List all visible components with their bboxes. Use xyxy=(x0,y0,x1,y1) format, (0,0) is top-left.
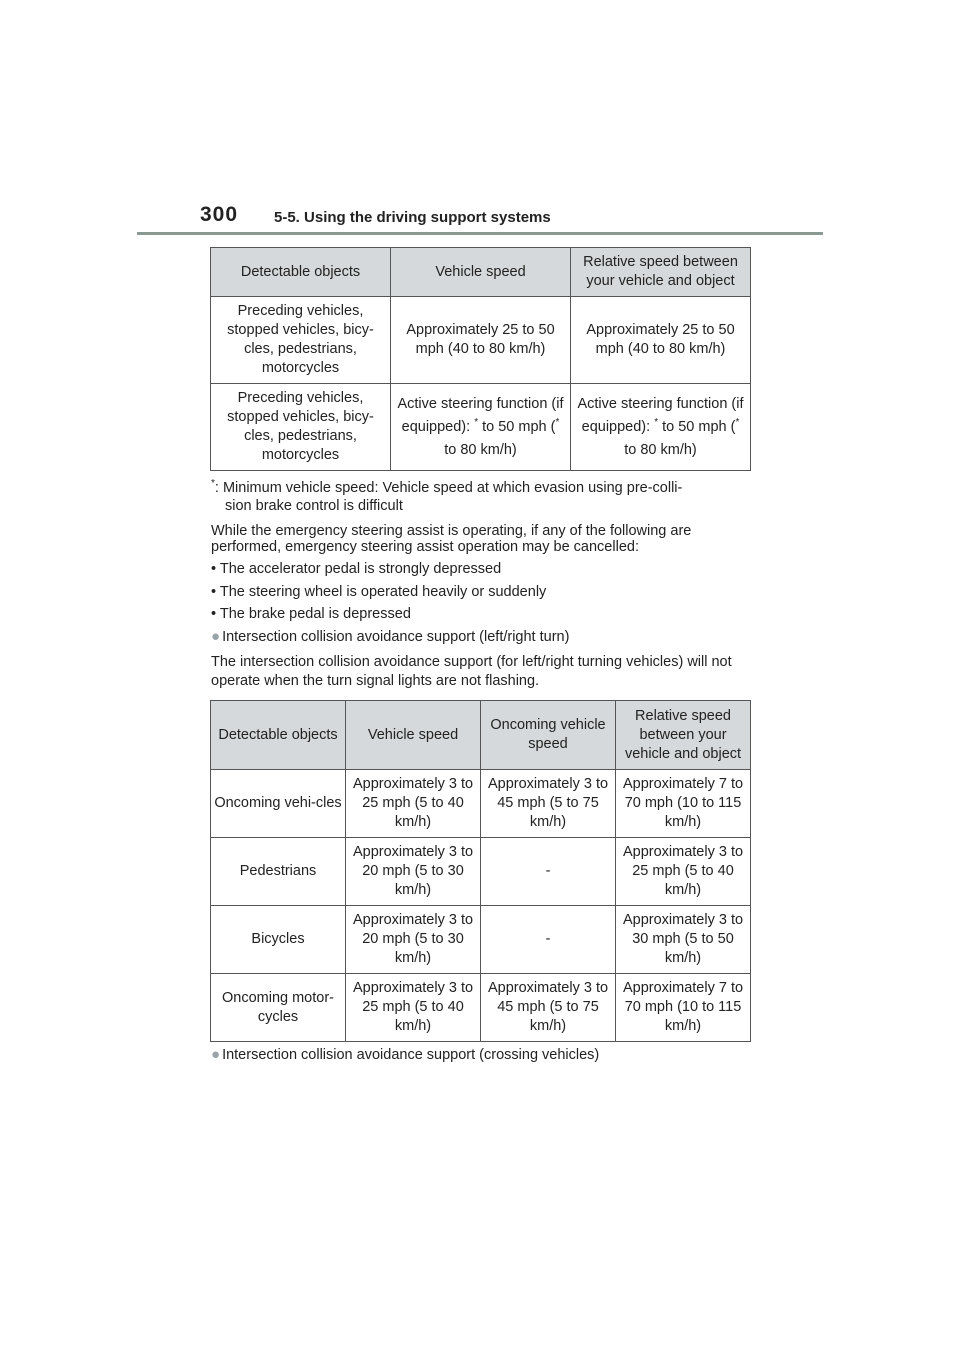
table-cell: - xyxy=(481,838,616,906)
asterisk-mark: * xyxy=(474,416,479,428)
cell-text: Active steering function (if equipped): xyxy=(577,395,744,435)
asterisk-mark: * xyxy=(654,416,659,428)
table-header-row xyxy=(211,248,751,297)
table-cell: Approximately 3 to 45 mph (5 to 75 km/h) xyxy=(481,974,616,1042)
table-cell: Preceding vehicles, stopped vehicles, bicy-cles, pedestrians, motorcycles xyxy=(211,384,391,471)
asterisk-mark: * xyxy=(555,416,560,428)
table-cell: Oncoming motor-cycles xyxy=(211,974,346,1042)
table-cell: Approximately 3 to 25 mph (5 to 40 km/h) xyxy=(616,838,751,906)
table-row xyxy=(211,770,751,838)
table-cell: Approximately 3 to 20 mph (5 to 30 km/h) xyxy=(346,838,481,906)
table-cell: Approximately 7 to 70 mph (10 to 115 km/h) xyxy=(616,974,751,1042)
table-cell: Approximately 3 to 25 mph (5 to 40 km/h) xyxy=(346,974,481,1042)
table-cell: Approximately 25 to 50 mph (40 to 80 km/h) xyxy=(391,297,571,384)
table-cell: Preceding vehicles, stopped vehicles, bicy-cles, pedestrians, motorcycles xyxy=(211,297,391,384)
table-row xyxy=(211,384,751,471)
cell-text: to 50 mph ( xyxy=(658,418,736,435)
table-cell: Approximately 3 to 30 mph (5 to 50 km/h) xyxy=(616,906,751,974)
table-row xyxy=(211,297,751,384)
table-row xyxy=(211,906,751,974)
table-cell: Bicycles xyxy=(211,906,346,974)
circle-item-text: Intersection collision avoidance support (crossing vehicles) xyxy=(222,1047,600,1063)
table-header-row xyxy=(211,701,751,770)
cell-text: Active steering function (if equipped): xyxy=(397,395,564,435)
table-cell: Approximately 7 to 70 mph (10 to 115 km/h) xyxy=(616,770,751,838)
page-number: 300 xyxy=(200,203,239,226)
table-cell: Approximately 3 to 45 mph (5 to 75 km/h) xyxy=(481,770,616,838)
circle-bullet-icon: ● xyxy=(211,628,221,645)
column-header: Detectable objects xyxy=(211,248,391,297)
bullet-item: • The steering wheel is operated heavily or suddenly xyxy=(211,584,547,600)
circle-item-text: Intersection collision avoidance support (left/right turn) xyxy=(222,629,570,645)
column-header: Detectable objects xyxy=(211,701,346,770)
cell-text: to 50 mph ( xyxy=(478,418,556,435)
asterisk-mark: * xyxy=(735,416,740,428)
bullet-item: • The brake pedal is depressed xyxy=(211,606,411,622)
circle-list-item xyxy=(211,1046,599,1063)
column-header: Vehicle speed xyxy=(346,701,481,770)
table-row xyxy=(211,838,751,906)
column-header: Vehicle speed xyxy=(391,248,571,297)
table-cell: Approximately 3 to 20 mph (5 to 30 km/h) xyxy=(346,906,481,974)
column-header: Relative speed between your vehicle and object xyxy=(616,701,751,770)
circle-bullet-icon: ● xyxy=(211,1046,221,1063)
circle-list-item xyxy=(211,628,569,645)
table-cell xyxy=(571,384,751,471)
table-cell xyxy=(391,384,571,471)
column-header: Relative speed between your vehicle and object xyxy=(571,248,751,297)
table-cell: Oncoming vehi-cles xyxy=(211,770,346,838)
section-title: 5-5. Using the driving support systems xyxy=(274,209,551,226)
footnote-line: : Minimum vehicle speed: Vehicle speed at which evasion using pre-colli- xyxy=(214,480,683,496)
table-row xyxy=(211,974,751,1042)
table-cell: Pedestrians xyxy=(211,838,346,906)
cell-text: to 80 km/h) xyxy=(624,441,697,458)
cancel-conditions-paragraph: While the emergency steering assist is operating, if any of the following are performed, emergency steering assist operation may be cancelled: xyxy=(211,523,692,555)
footnote-line: sion brake control is difficult xyxy=(225,498,403,514)
speed-table-steering-assist xyxy=(210,247,751,471)
footnote-mark: * xyxy=(211,478,215,490)
column-header: Oncoming vehicle speed xyxy=(481,701,616,770)
table-cell: Approximately 3 to 25 mph (5 to 40 km/h) xyxy=(346,770,481,838)
header-divider xyxy=(137,232,823,235)
table-cell: - xyxy=(481,906,616,974)
cell-text: to 80 km/h) xyxy=(444,441,517,458)
speed-table-intersection xyxy=(210,700,751,1042)
turn-signal-paragraph: The intersection collision avoidance support (for left/right turning vehicles) will not operate when the turn signal lights are not flashing. xyxy=(211,654,732,689)
table-cell: Approximately 25 to 50 mph (40 to 80 km/h) xyxy=(571,297,751,384)
footnote xyxy=(211,479,756,515)
bullet-item: • The accelerator pedal is strongly depressed xyxy=(211,561,502,577)
